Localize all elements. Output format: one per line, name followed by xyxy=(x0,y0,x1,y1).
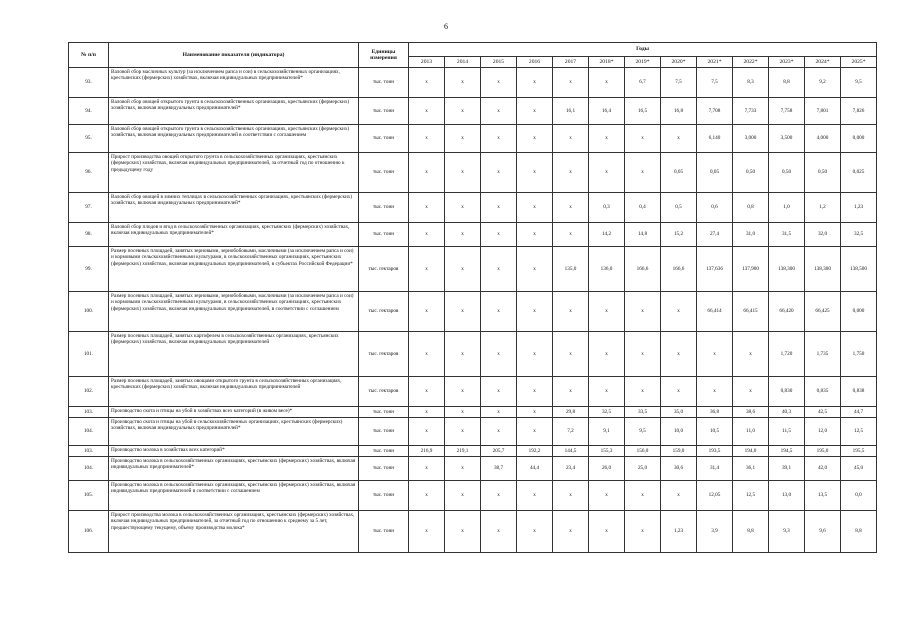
table-row xyxy=(69,418,877,446)
row-value: 7,5 xyxy=(697,68,733,98)
row-unit: тыс. тонн xyxy=(359,511,409,553)
row-value: х xyxy=(409,68,445,98)
row-value: 0,50 xyxy=(769,153,805,193)
row-value: 0,0 xyxy=(841,481,877,511)
table-row xyxy=(69,98,877,125)
row-value: 9,2 xyxy=(805,68,841,98)
row-value: 0,025 xyxy=(841,153,877,193)
row-value: х xyxy=(409,332,445,377)
row-value: 42,5 xyxy=(805,407,841,418)
row-value: 8,8 xyxy=(733,511,769,553)
row-value: х xyxy=(697,377,733,407)
row-value: х xyxy=(589,292,625,332)
row-value: х xyxy=(445,247,481,292)
row-value: х xyxy=(409,247,445,292)
row-value: х xyxy=(517,98,553,125)
row-indicator-name: Размер посевных площадей, занятых зерновыми, зернобобовыми, масличными (за исключением рапса и сои) и кормовыми сельскохозяйственными культурами, в сельскохозяйственных организациях, крестьянских (фермерских) хозяйствах, включая индивидуальных предпринимателей, в соответствии с соглашением xyxy=(109,292,359,332)
row-value: 7,5 xyxy=(661,68,697,98)
table-row xyxy=(69,125,877,153)
row-value: х xyxy=(589,332,625,377)
row-value: 36,8 xyxy=(697,407,733,418)
row-value: 137,636 xyxy=(697,247,733,292)
row-value: х xyxy=(733,377,769,407)
row-value: 0,000 xyxy=(841,292,877,332)
row-value: х xyxy=(553,511,589,553)
row-value: 9,6 xyxy=(805,511,841,553)
row-value: х xyxy=(517,418,553,446)
row-value: 136,0 xyxy=(589,247,625,292)
row-value: 0,4 xyxy=(625,193,661,223)
row-value: 32,0 xyxy=(805,223,841,247)
row-value: х xyxy=(409,418,445,446)
row-value: 166,6 xyxy=(625,247,661,292)
header-year: 2016 xyxy=(517,57,553,68)
row-value: х xyxy=(625,377,661,407)
row-number: 95. xyxy=(69,125,109,153)
row-value: 16,1 xyxy=(553,98,589,125)
row-indicator-name: Размер посевных площадей, занятых овощами открытого грунта в сельскохозяйственных организациях, крестьянских (фермерских) хозяйствах, включая индивидуальных предпринимателей xyxy=(109,377,359,407)
row-value: 66,425 xyxy=(805,292,841,332)
row-value: 15,2 xyxy=(661,223,697,247)
row-value: 39,1 xyxy=(769,457,805,481)
row-value: х xyxy=(589,125,625,153)
row-value: х xyxy=(445,292,481,332)
row-number: 96. xyxy=(69,153,109,193)
row-value: х xyxy=(661,125,697,153)
table-row xyxy=(69,407,877,418)
row-value: 66,414 xyxy=(697,292,733,332)
header-year: 2020* xyxy=(661,57,697,68)
row-value: х xyxy=(517,377,553,407)
row-value: 195,0 xyxy=(805,446,841,457)
row-value: х xyxy=(517,332,553,377)
row-value: х xyxy=(625,153,661,193)
table-row xyxy=(69,68,877,98)
row-value: х xyxy=(409,457,445,481)
row-unit: тыс. тонн xyxy=(359,407,409,418)
row-value: 26,0 xyxy=(589,457,625,481)
row-value: 9,5 xyxy=(625,418,661,446)
table-row xyxy=(69,223,877,247)
row-value: 30,6 xyxy=(661,457,697,481)
row-indicator-name: Валовой сбор овощей открытого грунта в сельскохозяйственных организациях, крестьянских (фермерских) хозяйствах, включая индивидуальных предпринимателей в соответствии с соглашением xyxy=(109,125,359,153)
row-value: 38,6 xyxy=(733,407,769,418)
row-value: х xyxy=(445,153,481,193)
row-value: х xyxy=(589,68,625,98)
row-value: 0,830 xyxy=(769,377,805,407)
row-value: 3,500 xyxy=(769,125,805,153)
row-value: х xyxy=(409,223,445,247)
row-value: 1,23 xyxy=(661,511,697,553)
row-value: х xyxy=(589,511,625,553)
row-value: х xyxy=(481,511,517,553)
row-value: х xyxy=(445,125,481,153)
row-value: 135,0 xyxy=(553,247,589,292)
row-value: 1,23 xyxy=(841,193,877,223)
row-value: 10,0 xyxy=(661,418,697,446)
indicators-table xyxy=(68,42,877,553)
row-value: 9,3 xyxy=(769,511,805,553)
row-value: 7,758 xyxy=(769,98,805,125)
header-year: 2023* xyxy=(769,57,805,68)
row-number: 104. xyxy=(69,457,109,481)
row-value: х xyxy=(481,377,517,407)
row-value: х xyxy=(517,223,553,247)
row-unit: тыс. гектаров xyxy=(359,332,409,377)
row-value: 14,2 xyxy=(589,223,625,247)
row-value: х xyxy=(517,292,553,332)
row-indicator-name: Производство молока в сельскохозяйственных организациях, крестьянских (фермерских) хозяйствах, включая индивидуальных предпринимателей* xyxy=(109,457,359,481)
row-value: 3,000 xyxy=(733,125,769,153)
row-value: х xyxy=(409,153,445,193)
row-value: 0,8 xyxy=(733,193,769,223)
row-value: 216,9 xyxy=(409,446,445,457)
row-value: х xyxy=(409,193,445,223)
row-value: х xyxy=(481,153,517,193)
row-value: х xyxy=(481,193,517,223)
table-row xyxy=(69,153,877,193)
row-indicator-name: Валовой сбор плодов и ягод в сельскохозяйственных организациях, крестьянских (фермерских) хозяйствах, включая индивидуальных предпринимателей* xyxy=(109,223,359,247)
header-years-group: Годы xyxy=(409,43,877,57)
row-value: х xyxy=(445,223,481,247)
row-indicator-name: Размер посевных площадей, занятых зерновыми, зернобобовыми, масличными (за исключением рапса и сои) и кормовыми сельскохозяйственными культурами, в сельскохозяйственных организациях, крестьянских (фермерских) хозяйствах, включая индивидуальных предпринимателей, в субъектах Российской Федерации* xyxy=(109,247,359,292)
row-value: х xyxy=(445,98,481,125)
row-value: х xyxy=(553,292,589,332)
row-unit: тыс. тонн xyxy=(359,223,409,247)
row-unit: тыс. тонн xyxy=(359,125,409,153)
row-value: 7,801 xyxy=(805,98,841,125)
row-value: 8,3 xyxy=(733,68,769,98)
row-value: 1,720 xyxy=(769,332,805,377)
row-value: х xyxy=(517,247,553,292)
row-value: х xyxy=(445,332,481,377)
row-value: 12,5 xyxy=(733,481,769,511)
row-value: 0,50 xyxy=(733,153,769,193)
row-value: 138,500 xyxy=(841,247,877,292)
row-value: 195,5 xyxy=(841,446,877,457)
table-row xyxy=(69,446,877,457)
row-value: 44,7 xyxy=(841,407,877,418)
row-value: 33,5 xyxy=(625,407,661,418)
row-value: х xyxy=(625,125,661,153)
row-value: 193,5 xyxy=(697,446,733,457)
row-value: 31,5 xyxy=(769,223,805,247)
header-year: 2021* xyxy=(697,57,733,68)
table-row xyxy=(69,511,877,553)
row-value: 12,05 xyxy=(697,481,733,511)
table-row xyxy=(69,457,877,481)
header-name: Наименование показателя (индикатора) xyxy=(109,43,359,68)
row-value: 8,8 xyxy=(841,511,877,553)
row-value: х xyxy=(481,481,517,511)
row-value: 0,3 xyxy=(589,193,625,223)
header-year: 2024* xyxy=(805,57,841,68)
row-value: х xyxy=(625,481,661,511)
row-number: 103. xyxy=(69,407,109,418)
row-unit: тыс. тонн xyxy=(359,446,409,457)
row-value: х xyxy=(661,292,697,332)
row-unit: тыс. тонн xyxy=(359,153,409,193)
row-value: 138,300 xyxy=(805,247,841,292)
row-value: х xyxy=(553,481,589,511)
header-year: 2014 xyxy=(445,57,481,68)
row-value: 10,5 xyxy=(697,418,733,446)
table-row xyxy=(69,193,877,223)
row-value: 1,735 xyxy=(805,332,841,377)
row-value: х xyxy=(445,68,481,98)
row-value: 1,0 xyxy=(769,193,805,223)
row-value: 7,733 xyxy=(733,98,769,125)
row-value: х xyxy=(445,377,481,407)
row-value: 0,05 xyxy=(697,153,733,193)
row-value: 9,5 xyxy=(841,68,877,98)
row-number: 105. xyxy=(69,481,109,511)
row-value: 12,5 xyxy=(841,418,877,446)
row-indicator-name: Производство молока в сельскохозяйственных организациях, крестьянских (фермерских) хозяйствах, включая индивидуальных предпринимателей в соответствии с соглашением xyxy=(109,481,359,511)
row-value: 13,0 xyxy=(769,481,805,511)
row-value: 166,6 xyxy=(661,247,697,292)
row-unit: тыс. тонн xyxy=(359,457,409,481)
header-year: 2017 xyxy=(553,57,589,68)
row-number: 102. xyxy=(69,377,109,407)
row-value: х xyxy=(481,407,517,418)
row-number: 94. xyxy=(69,98,109,125)
row-value: 1,2 xyxy=(805,193,841,223)
row-unit: тыс. гектаров xyxy=(359,292,409,332)
row-value: х xyxy=(517,153,553,193)
row-value: 25,0 xyxy=(625,457,661,481)
header-unit: Единицы измерения xyxy=(359,43,409,68)
row-value: 11,5 xyxy=(769,418,805,446)
row-value: х xyxy=(481,418,517,446)
row-indicator-name: Производство скота и птицы на убой в сельскохозяйственных организациях, крестьянских (фермерских) хозяйствах, включая индивидуальных предпринимателей* xyxy=(109,418,359,446)
row-value: х xyxy=(481,68,517,98)
row-value: 205,7 xyxy=(481,446,517,457)
row-value: 66,415 xyxy=(733,292,769,332)
row-indicator-name: Производство молока в хозяйствах всех категорий* xyxy=(109,446,359,457)
row-number: 100. xyxy=(69,292,109,332)
row-value: х xyxy=(445,418,481,446)
row-value: х xyxy=(661,377,697,407)
table-row xyxy=(69,481,877,511)
row-value: 6,140 xyxy=(697,125,733,153)
row-value: 38,7 xyxy=(481,457,517,481)
row-unit: тыс. тонн xyxy=(359,193,409,223)
row-value: х xyxy=(661,481,697,511)
row-value: 40,3 xyxy=(769,407,805,418)
row-value: х xyxy=(517,68,553,98)
row-unit: тыс. гектаров xyxy=(359,247,409,292)
row-indicator-name: Производство скота и птицы на убой в хозяйствах всех категорий (в живом весе)* xyxy=(109,407,359,418)
row-unit: тыс. тонн xyxy=(359,68,409,98)
row-value: х xyxy=(409,407,445,418)
row-value: х xyxy=(445,481,481,511)
row-value: х xyxy=(481,247,517,292)
row-number: 106. xyxy=(69,511,109,553)
row-value: х xyxy=(697,332,733,377)
row-unit: тыс. тонн xyxy=(359,481,409,511)
row-value: 6,7 xyxy=(625,68,661,98)
table-row xyxy=(69,247,877,292)
row-value: х xyxy=(517,481,553,511)
row-value: х xyxy=(589,377,625,407)
row-value: х xyxy=(481,125,517,153)
row-indicator-name: Валовой сбор овощей в зимних теплицах в сельскохозяйственных организациях, крестьянских (фермерских) хозяйствах, включая индивидуальных предпринимателей* xyxy=(109,193,359,223)
row-value: х xyxy=(625,511,661,553)
row-value: 31,0 xyxy=(733,223,769,247)
row-value: 138,300 xyxy=(769,247,805,292)
header-year: 2025* xyxy=(841,57,877,68)
header-year: 2013 xyxy=(409,57,445,68)
table-row xyxy=(69,377,877,407)
row-value: 0,000 xyxy=(841,125,877,153)
header-year: 2022* xyxy=(733,57,769,68)
row-value: х xyxy=(445,511,481,553)
row-indicator-name: Прирост производства молока в сельскохозяйственных организациях, крестьянских (фермерских) хозяйствах, включая индивидуальных предпринимателей, за отчетный год по отношению к среднему за 5 лет, предшествующему текущему, объему производства молока* xyxy=(109,511,359,553)
row-value: х xyxy=(517,193,553,223)
row-value: 11,0 xyxy=(733,418,769,446)
row-value: 155,3 xyxy=(589,446,625,457)
row-value: х xyxy=(445,457,481,481)
row-value: х xyxy=(553,153,589,193)
row-value: х xyxy=(625,332,661,377)
row-value: х xyxy=(481,332,517,377)
row-value: х xyxy=(517,511,553,553)
row-value: х xyxy=(553,332,589,377)
header-num: № п/п xyxy=(69,43,109,68)
row-value: 23,4 xyxy=(553,457,589,481)
row-value: х xyxy=(553,377,589,407)
row-number: 93. xyxy=(69,68,109,98)
row-value: 144,5 xyxy=(553,446,589,457)
row-value: 194,5 xyxy=(769,446,805,457)
row-value: х xyxy=(409,511,445,553)
row-value: 12,0 xyxy=(805,418,841,446)
row-value: 0,5 xyxy=(661,193,697,223)
row-value: х xyxy=(517,125,553,153)
row-value: х xyxy=(409,125,445,153)
row-value: 156,0 xyxy=(625,446,661,457)
row-value: 32,5 xyxy=(841,223,877,247)
row-value: 219,1 xyxy=(445,446,481,457)
header-year: 2015 xyxy=(481,57,517,68)
row-value: 0,50 xyxy=(805,153,841,193)
row-value: х xyxy=(445,193,481,223)
row-value: х xyxy=(517,407,553,418)
row-value: 44,4 xyxy=(517,457,553,481)
page-number: 6 xyxy=(444,22,448,31)
row-value: 16,4 xyxy=(589,98,625,125)
row-number: 103. xyxy=(69,446,109,457)
row-number: 98. xyxy=(69,223,109,247)
table-body xyxy=(69,68,877,553)
row-value: 137,900 xyxy=(733,247,769,292)
row-value: 16,8 xyxy=(661,98,697,125)
row-value: 29,8 xyxy=(553,407,589,418)
row-value: 0,6 xyxy=(697,193,733,223)
row-value: 192,2 xyxy=(517,446,553,457)
row-value: 32,5 xyxy=(589,407,625,418)
row-unit: тыс. тонн xyxy=(359,98,409,125)
row-value: х xyxy=(553,223,589,247)
row-value: х xyxy=(481,223,517,247)
row-value: 36,1 xyxy=(733,457,769,481)
row-number: 104. xyxy=(69,418,109,446)
row-value: 14,8 xyxy=(625,223,661,247)
row-number: 101. xyxy=(69,332,109,377)
header-year: 2018* xyxy=(589,57,625,68)
row-value: 9,1 xyxy=(589,418,625,446)
row-unit: тыс. гектаров xyxy=(359,377,409,407)
row-value: 42,0 xyxy=(805,457,841,481)
row-value: х xyxy=(409,377,445,407)
row-value: 66,420 xyxy=(769,292,805,332)
row-value: х xyxy=(409,98,445,125)
row-value: 0,05 xyxy=(661,153,697,193)
header-year: 2019* xyxy=(625,57,661,68)
row-value: 8,8 xyxy=(769,68,805,98)
row-value: х xyxy=(481,292,517,332)
row-value: 7,826 xyxy=(841,98,877,125)
row-value: 7,708 xyxy=(697,98,733,125)
table-row xyxy=(69,292,877,332)
row-number: 99. xyxy=(69,247,109,292)
row-value: х xyxy=(553,68,589,98)
row-value: 3,9 xyxy=(697,511,733,553)
row-value: х xyxy=(553,125,589,153)
row-value: 13,5 xyxy=(805,481,841,511)
row-value: х xyxy=(589,481,625,511)
row-value: 0,835 xyxy=(805,377,841,407)
row-value: х xyxy=(733,332,769,377)
row-number: 97. xyxy=(69,193,109,223)
row-indicator-name: Прирост производства овощей открытого грунта в сельскохозяйственных организациях, крестьянских (фермерских) хозяйствах, включая индивидуальных предпринимателей, за отчетный год по отношению к предыдущему году xyxy=(109,153,359,193)
row-value: х xyxy=(553,193,589,223)
row-value: 0,838 xyxy=(841,377,877,407)
row-value: 31,4 xyxy=(697,457,733,481)
row-value: 1,750 xyxy=(841,332,877,377)
row-value: 7,2 xyxy=(553,418,589,446)
row-value: х xyxy=(445,407,481,418)
row-value: 194,0 xyxy=(733,446,769,457)
row-indicator-name: Валовой сбор овощей открытого грунта в сельскохозяйственных организациях, крестьянских (фермерских) хозяйствах, включая индивидуальных предпринимателей* xyxy=(109,98,359,125)
row-value: 45,0 xyxy=(841,457,877,481)
row-value: х xyxy=(661,332,697,377)
row-value: х xyxy=(481,98,517,125)
row-indicator-name: Размер посевных площадей, занятых картофелем в сельскохозяйственных организациях, крестьянских (фермерских) хозяйствах, включая индивидуальных предпринимателей xyxy=(109,332,359,377)
row-value: х xyxy=(409,292,445,332)
row-value: 27,4 xyxy=(697,223,733,247)
row-value: 4,000 xyxy=(805,125,841,153)
row-value: х xyxy=(409,481,445,511)
row-value: 159,0 xyxy=(661,446,697,457)
row-unit: тыс. тонн xyxy=(359,418,409,446)
row-value: х xyxy=(589,153,625,193)
table-row xyxy=(69,332,877,377)
row-value: 16,5 xyxy=(625,98,661,125)
row-value: 35,0 xyxy=(661,407,697,418)
row-indicator-name: Валовой сбор масличных культур (за исключением рапса и сои) в сельскохозяйственных организациях, крестьянских (фермерских) хозяйствах, включая индивидуальных предпринимателей* xyxy=(109,68,359,98)
row-value: х xyxy=(625,292,661,332)
